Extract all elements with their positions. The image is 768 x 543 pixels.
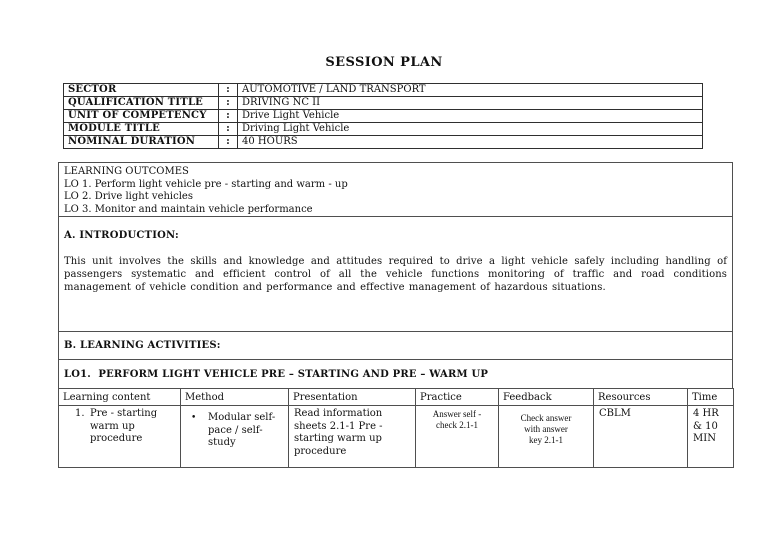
- info-value: 40 HOURS: [238, 136, 703, 149]
- activities-header-row: [59, 389, 734, 406]
- info-value: AUTOMOTIVE / LAND TRANSPORT: [238, 84, 703, 97]
- column-header-resources: Resources: [594, 389, 688, 406]
- column-header-learning-content: Learning content: [59, 389, 181, 406]
- info-separator: :: [219, 110, 238, 123]
- info-label: QUALIFICATION TITLE: [64, 97, 219, 110]
- learning-activities-heading: B. LEARNING ACTIVITIES:: [64, 340, 221, 351]
- info-value: Drive Light Vehicle: [238, 110, 703, 123]
- info-row-module-title: [64, 123, 703, 136]
- qualification-info-table: [63, 83, 703, 149]
- resources-text: CBLM: [599, 408, 631, 419]
- feedback-text: Check answer with answer key 2.1-1: [520, 413, 572, 445]
- cell-method: [181, 406, 289, 468]
- list-number: 1.: [75, 408, 85, 419]
- info-row-nominal-duration: [64, 136, 703, 149]
- introduction-body: This unit involves the skills and knowledge and attitudes required to drive a light vehicle safely including handling of passengers systematic and efficient control of all the vehicle functions monitoring of traffic and road conditions management of vehicle condition and performance and effective management of hazardous situations.: [64, 256, 727, 293]
- info-label: UNIT OF COMPETENCY: [64, 110, 219, 123]
- cell-feedback: [499, 406, 594, 468]
- info-label: NOMINAL DURATION: [64, 136, 219, 149]
- cell-time: [688, 406, 734, 468]
- lo1-heading: LO1. PERFORM LIGHT VEHICLE PRE – STARTING AND PRE – WARM UP: [64, 368, 489, 380]
- info-row-unit-of-competency: [64, 110, 703, 123]
- info-separator: :: [219, 97, 238, 110]
- info-separator: :: [219, 136, 238, 149]
- info-separator: :: [219, 84, 238, 97]
- info-separator: :: [219, 123, 238, 136]
- introduction-section: [58, 216, 733, 332]
- learning-outcome-item-3: LO 3. Monitor and maintain vehicle performance: [64, 204, 313, 216]
- learning-content-text: Pre - starting warm up procedure: [90, 408, 158, 444]
- cell-resources: [594, 406, 688, 468]
- info-row-qualification-title: [64, 97, 703, 110]
- column-header-method: Method: [181, 389, 289, 406]
- practice-text: Answer self - check 2.1-1: [432, 409, 482, 430]
- learning-outcome-item-1: LO 1. Perform light vehicle pre - starting and warm - up: [64, 178, 348, 190]
- learning-activities-table: [58, 388, 734, 468]
- learning-outcomes-section: [58, 162, 733, 217]
- method-text: Modular self-pace / self-study: [208, 412, 276, 448]
- info-row-sector: [64, 84, 703, 97]
- learning-outcome-item-2: LO 2. Drive light vehicles: [64, 191, 193, 203]
- lo1-heading-section: [58, 359, 733, 389]
- document-sections: [58, 163, 733, 468]
- column-header-time: Time: [688, 389, 734, 406]
- cell-learning-content: [59, 406, 181, 468]
- learning-activities-heading-section: [58, 331, 733, 360]
- presentation-text: Read information sheets 2.1-1 Pre - starting warm up procedure: [294, 408, 383, 457]
- info-value: Driving Light Vehicle: [238, 123, 703, 136]
- info-label: SECTOR: [64, 84, 219, 97]
- page-title: SESSION PLAN: [325, 55, 443, 70]
- cell-presentation: [289, 406, 416, 468]
- time-text: 4 HR & 10 MIN: [693, 408, 719, 444]
- column-header-practice: Practice: [416, 389, 499, 406]
- cell-practice: [416, 406, 499, 468]
- column-header-feedback: Feedback: [499, 389, 594, 406]
- learning-outcomes-heading: LEARNING OUTCOMES: [64, 166, 189, 177]
- introduction-heading: A. INTRODUCTION:: [64, 230, 179, 241]
- bullet-icon: •: [191, 413, 197, 423]
- column-header-presentation: Presentation: [289, 389, 416, 406]
- activities-data-row: [59, 406, 734, 468]
- info-label: MODULE TITLE: [64, 123, 219, 136]
- info-value: DRIVING NC II: [238, 97, 703, 110]
